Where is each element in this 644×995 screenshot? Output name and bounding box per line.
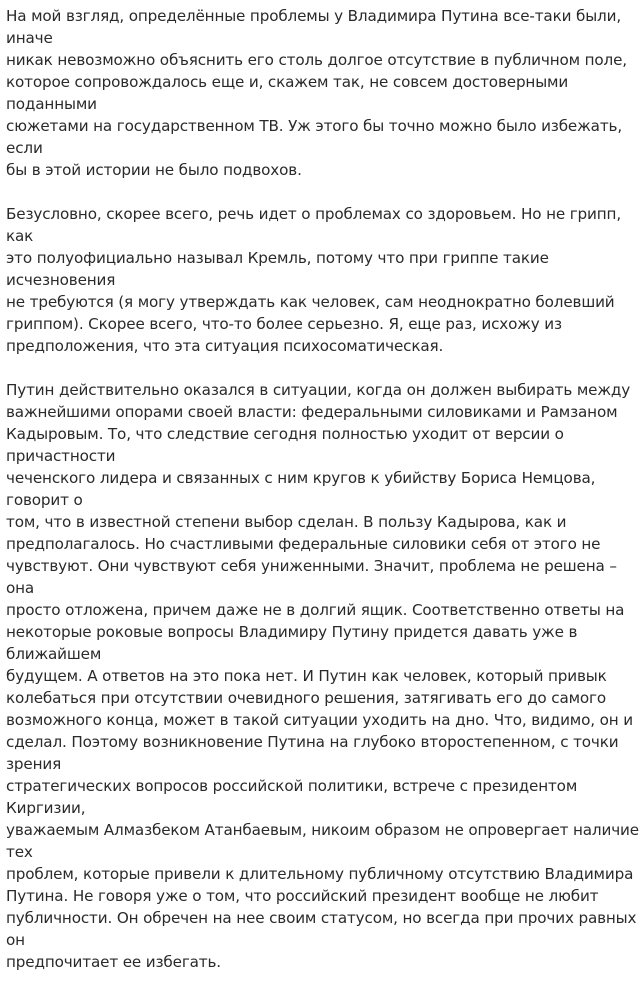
article-body	[6, 0, 640, 995]
paragraph-3: Путин действительно оказался в ситуации, когда он должен выбирать между важнейшими опорами своей власти: федеральными силовиками и Рамзаном Кадыровым. То, что следствие сегодня полностью уходит от версии о причастности чеченского лидера и связанных с ним кругов к убийству Бориса Немцова, говорит о том, что в известной степени выбор сделан. В пользу Кадырова, как и предполагалось. Но счастливыми федеральные силовики себя от этого не чувствуют. Они чувствуют себя униженными. Значит, проблема не решена – она просто отложена, причем даже не в долгий ящик. Соответственно ответы на некоторые роковые вопросы Владимиру Путину придется давать уже в ближайшем будущем. А ответов на это пока нет. И Путин как человек, который привык колебаться при отсутствии очевидного решения, затягивать его до самого возможного конца, может в такой ситуации уходить на дно. Что, видимо, он и сделал. Поэтому возникновение Путина на глубоко второстепенном, с точки зрения стратегических вопросов российской политики, встрече с президентом Киргизии, уважаемым Алмазбеком Атанбаевым, никоим образом не опровергает наличие тех проблем, которые привели к длительному публичному отсутствию Владимира Путина. Не говоря уже о том, что российский президент вообще не любит публичности. Он обречен на нее своим статусом, но всегда при прочих равных он предпочитает ее избегать.	[6, 381, 639, 971]
paragraph-2: Безусловно, скорее всего, речь идет о проблемах со здоровьем. Но не грипп, как это полуофициально называл Кремль, потому что при гриппе такие исчезновения не требуются (я могу утверждать как человек, сам неоднократно болевший гриппом). Скорее всего, что-то более серьезно. Я, еще раз, исхожу из предположения, что эта ситуация психосоматическая.	[6, 205, 621, 355]
paragraph-1: На мой взгляд, определённые проблемы у Владимира Путина все-таки были, иначе никак невозможно объяснить его столь долгое отсутствие в публичном поле, которое сопровождалось еще и, скажем так, не совсем достоверными поданными сюжетами на государственном ТВ. Уж этого бы точно можно было избежать, если бы в этой истории не было подвохов.	[6, 7, 627, 179]
